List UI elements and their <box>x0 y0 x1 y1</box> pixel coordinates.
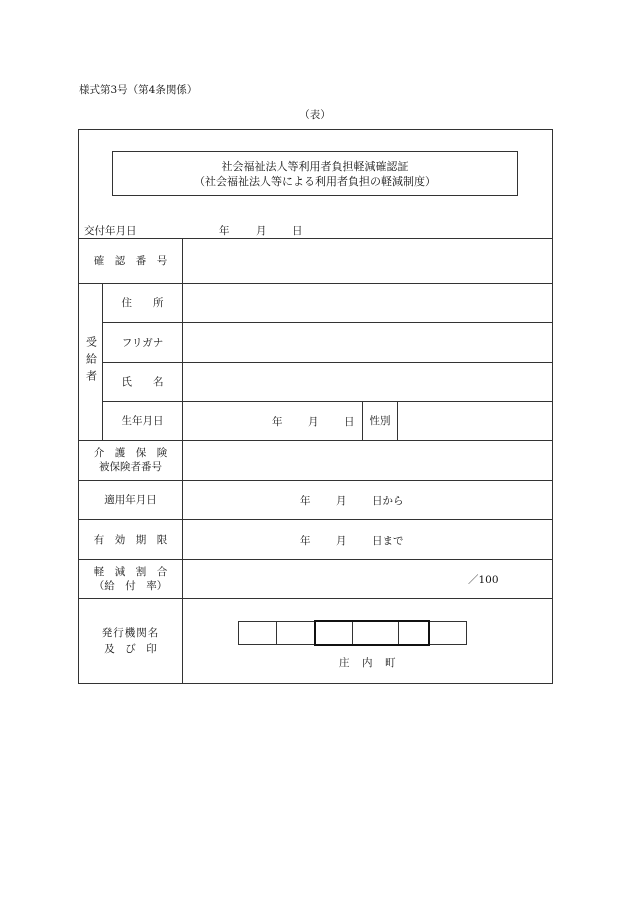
issuer-code-divider <box>276 621 277 645</box>
valid-year: 年 <box>300 535 311 547</box>
valid-day: 日まで <box>372 535 404 547</box>
issue-date-label: 交付年月日 <box>84 225 137 237</box>
reduction-rate-label <box>79 559 182 598</box>
issuer-label-line1: 発行機関名 <box>101 627 160 639</box>
recipient-group <box>79 283 102 440</box>
issuer-code-highlight <box>314 620 430 646</box>
issuer-label-line2: 及 び 印 <box>104 643 157 655</box>
form-number: 様式第3号（第4条関係） <box>79 84 198 96</box>
birth-month: 月 <box>308 416 319 428</box>
valid-period-label: 有 効 期 限 <box>93 533 168 546</box>
certificate-subtitle: （社会福祉法人等による利用者負担の軽減制度） <box>194 174 436 188</box>
birth-date-label: 生年月日 <box>121 415 164 427</box>
reduction-label-line2: （給 付 率） <box>93 579 168 592</box>
recipient-group-label: 受給者 <box>84 336 98 387</box>
certificate-title: 社会福祉法人等利用者負担軽減確認証 <box>221 159 409 173</box>
name-label: 氏 名 <box>121 376 164 388</box>
issue-year: 年 <box>219 225 230 237</box>
side-label: （表） <box>299 109 331 121</box>
issue-day: 日 <box>292 225 303 237</box>
issue-month: 月 <box>256 225 267 237</box>
apply-month: 月 <box>336 495 347 507</box>
birth-year: 年 <box>272 416 283 428</box>
valid-month: 月 <box>336 535 347 547</box>
furigana-label: フリガナ <box>121 336 164 349</box>
apply-date-label: 適用年月日 <box>104 494 157 506</box>
certificate-title-box <box>112 151 518 196</box>
issuer-label <box>79 598 182 684</box>
insurance-label-line2: 被保険者番号 <box>99 461 162 473</box>
gender-divider <box>397 401 398 440</box>
insurance-number-label <box>79 440 182 480</box>
gender-label: 性別 <box>369 415 391 427</box>
issuer-town: 庄 内 町 <box>339 657 397 669</box>
birth-day: 日 <box>344 416 355 428</box>
insurance-label-line1: 介 護 保 険 <box>93 447 168 459</box>
reduction-label-line1: 軽 減 割 合 <box>93 565 168 578</box>
apply-day: 日から <box>372 495 404 507</box>
address-label: 住 所 <box>121 297 164 309</box>
column-divider <box>182 238 183 684</box>
confirmation-number-label: 確 認 番 号 <box>93 255 168 267</box>
reduction-value: ／100 <box>468 574 499 586</box>
apply-year: 年 <box>300 495 311 507</box>
